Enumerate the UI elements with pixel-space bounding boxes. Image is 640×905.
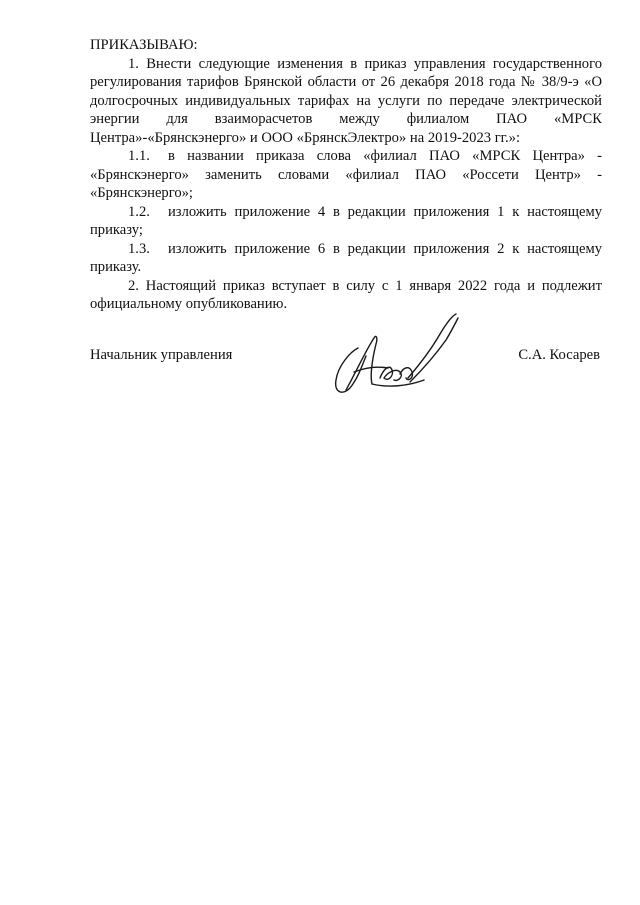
order-subitem-1-3 <box>90 240 602 277</box>
subitem-text: изложить приложение 4 в редакции приложения 1 к настоящему приказу; <box>90 203 602 238</box>
order-subitem-1-1 <box>90 147 602 203</box>
subitem-text: в названии приказа слова «филиал ПАО «МРСК Центра» - «Брянскэнерго» заменить словами «филиал ПАО «Россети Центр» - «Брянскэнерго»; <box>90 148 602 201</box>
subitem-number: 1.3. <box>128 240 150 257</box>
order-item-1: 1. Внести следующие изменения в приказ управления государственного регулирования тарифов Брянской области от 26 декабря 2018 года № 38/9-э «О долгосрочных индивидуальных тарифах на услуги по передаче электрической энергии для взаиморасчетов между филиалом ПАО «МРСК Центра»-«Брянскэнерго» и ООО «БрянскЭлектро» на 2019-2023 гг.»: <box>90 55 602 146</box>
subitem-number: 1.1. <box>128 148 150 164</box>
signatory-position: Начальник управления <box>90 347 233 363</box>
handwritten-signature <box>328 308 468 400</box>
signatory-name: С.А. Косарев <box>518 347 600 363</box>
subitem-text: изложить приложение 6 в редакции приложения 2 к настоящему приказу. <box>90 240 602 275</box>
order-body <box>90 36 602 314</box>
order-subitem-1-2 <box>90 203 602 240</box>
order-item-2: 2. Настоящий приказ вступает в силу с 1 января 2022 года и подлежит официальному опубликованию. <box>90 277 602 312</box>
order-heading: ПРИКАЗЫВАЮ: <box>90 37 198 53</box>
subitem-number: 1.2. <box>128 203 150 220</box>
